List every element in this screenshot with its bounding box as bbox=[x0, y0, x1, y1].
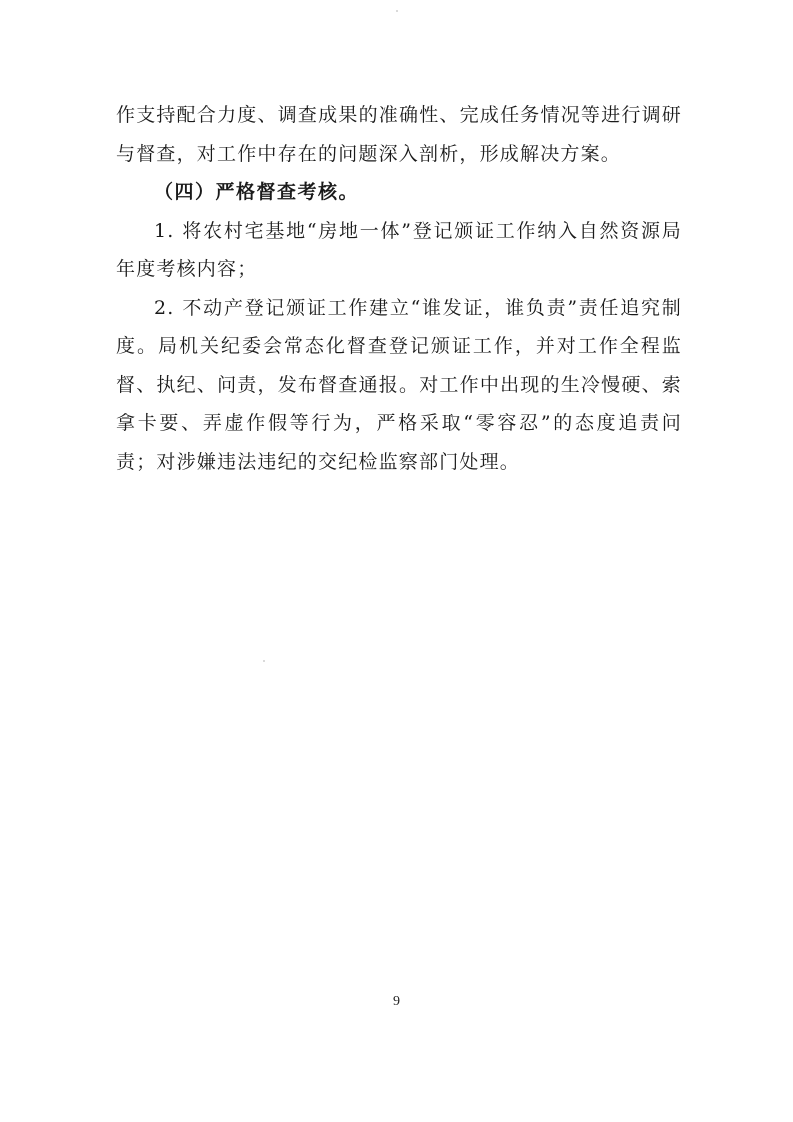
section-heading: （四）严格督查考核。 bbox=[154, 181, 360, 203]
list-item-2: 2. 不动产登记颁证工作建立“谁发证，谁负责”责任追究制度。局机关纪委会常态化督查登记颁证工作，并对工作全程监督、执纪、问责，发布督查通报。对工作中出现的生冷慢硬、索拿卡要、弄虚作假等行为，严格采取“零容忍”的态度追责问责；对涉嫌违法违纪的交纪检监察部门处理。 bbox=[116, 296, 682, 473]
list-item-1: 1. 将农村宅基地“房地一体”登记颁证工作纳入自然资源局年度考核内容； bbox=[116, 219, 682, 280]
scan-speck bbox=[396, 10, 398, 12]
page-number: 9 bbox=[393, 994, 400, 1009]
document-body bbox=[116, 96, 682, 481]
paragraph-continuation: 作支持配合力度、调查成果的准确性、完成任务情况等进行调研与督查，对工作中存在的问题深入剖析，形成解决方案。 bbox=[116, 104, 682, 165]
scan-speck bbox=[263, 660, 265, 662]
